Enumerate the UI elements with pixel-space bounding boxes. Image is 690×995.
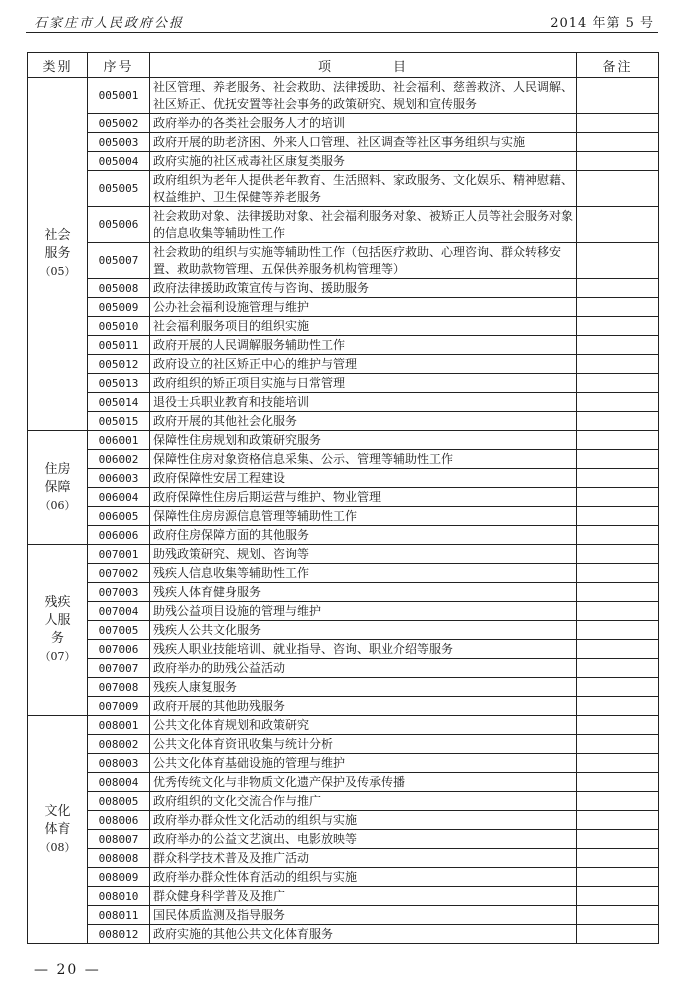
table-row [28,678,659,697]
table-row [28,811,659,830]
item-description: 群众健身科学普及及推广 [150,887,577,906]
item-code: 008008 [88,849,150,868]
item-code: 008003 [88,754,150,773]
table-row [28,469,659,488]
table-row [28,735,659,754]
item-description: 保障性住房房源信息管理等辅助性工作 [150,507,577,526]
item-note [577,621,659,640]
item-code: 006006 [88,526,150,545]
item-note [577,279,659,298]
item-code: 008004 [88,773,150,792]
item-note [577,849,659,868]
item-code: 008007 [88,830,150,849]
category-cell [28,716,88,944]
item-note [577,830,659,849]
item-description: 保障性住房规划和政策研究服务 [150,431,577,450]
item-description: 政府保障性住房后期运营与维护、物业管理 [150,488,577,507]
item-note [577,152,659,171]
item-code: 007008 [88,678,150,697]
item-note [577,207,659,243]
item-code: 008012 [88,925,150,944]
item-note [577,374,659,393]
item-code: 007001 [88,545,150,564]
item-note [577,545,659,564]
item-code: 006004 [88,488,150,507]
category-code: （05） [39,265,76,278]
table-row [28,488,659,507]
item-description: 社会救助对象、法律援助对象、社会福利服务对象、被矫正人员等社会服务对象的信息收集等辅助性工作 [150,207,577,243]
table-row [28,716,659,735]
item-description: 残疾人信息收集等辅助性工作 [150,564,577,583]
item-code: 007009 [88,697,150,716]
item-description: 政府开展的其他助残服务 [150,697,577,716]
item-note [577,659,659,678]
item-note [577,583,659,602]
item-code: 008011 [88,906,150,925]
category-cell [28,545,88,716]
item-code: 005002 [88,114,150,133]
item-note [577,336,659,355]
item-code: 005013 [88,374,150,393]
item-note [577,317,659,336]
item-code: 007002 [88,564,150,583]
item-note [577,507,659,526]
category-code: （08） [39,840,76,854]
page-number: — 20 — [34,962,101,978]
item-description: 政府实施的其他公共文化体育服务 [150,925,577,944]
item-code: 005015 [88,412,150,431]
table-row [28,526,659,545]
item-note [577,393,659,412]
category-name: 住房保障 [44,461,71,495]
item-description: 政府举办群众性文化活动的组织与实施 [150,811,577,830]
item-note [577,716,659,735]
item-description: 社会救助的组织与实施等辅助性工作（包括医疗救助、心理咨询、群众转移安置、救助款物管理、五保供养服务机构管理等） [150,243,577,279]
item-description: 优秀传统文化与非物质文化遗产保护及传承传播 [150,773,577,792]
item-code: 008006 [88,811,150,830]
item-code: 007003 [88,583,150,602]
item-description: 政府保障性安居工程建设 [150,469,577,488]
header-note: 备注 [577,53,659,78]
item-code: 006003 [88,469,150,488]
table-row [28,450,659,469]
table-row [28,114,659,133]
item-description: 政府组织为老年人提供老年教育、生活照料、家政服务、文化娱乐、精神慰藉、权益维护、卫生保健等养老服务 [150,171,577,207]
item-note [577,488,659,507]
service-catalog-table [27,52,659,944]
item-code: 006005 [88,507,150,526]
item-code: 005001 [88,78,150,114]
item-description: 政府举办的助残公益活动 [150,659,577,678]
item-code: 008005 [88,792,150,811]
item-note [577,78,659,114]
item-description: 政府实施的社区戒毒社区康复类服务 [150,152,577,171]
item-note [577,355,659,374]
table-row [28,697,659,716]
table-row [28,243,659,279]
table-row [28,659,659,678]
item-description: 政府开展的人民调解服务辅助性工作 [150,336,577,355]
table-row [28,887,659,906]
item-code: 005004 [88,152,150,171]
item-description: 政府举办的公益文艺演出、电影放映等 [150,830,577,849]
item-code: 005014 [88,393,150,412]
item-note [577,887,659,906]
item-note [577,114,659,133]
table-row [28,207,659,243]
item-note [577,469,659,488]
item-note [577,678,659,697]
item-note [577,431,659,450]
item-description: 群众科学技术普及及推广活动 [150,849,577,868]
item-code: 008001 [88,716,150,735]
item-note [577,773,659,792]
item-description: 政府住房保障方面的其他服务 [150,526,577,545]
item-description: 政府法律援助政策宣传与咨询、援助服务 [150,279,577,298]
category-code: （07） [39,650,76,663]
table-row [28,298,659,317]
table-row [28,545,659,564]
table-row [28,621,659,640]
table-row [28,906,659,925]
table-row [28,374,659,393]
item-description: 公共文化体育规划和政策研究 [150,716,577,735]
item-description: 公共文化体育资讯收集与统计分析 [150,735,577,754]
item-description: 保障性住房对象资格信息采集、公示、管理等辅助性工作 [150,450,577,469]
category-cell [28,78,88,431]
issue-number: 2014 年第 5 号 [550,16,654,31]
category-name: 残疾人服务 [44,595,71,646]
item-note [577,526,659,545]
item-description: 政府举办群众性体育活动的组织与实施 [150,868,577,887]
item-note [577,792,659,811]
item-note [577,412,659,431]
item-code: 005009 [88,298,150,317]
table-row [28,152,659,171]
item-note [577,243,659,279]
table-row [28,640,659,659]
item-note [577,811,659,830]
table-row [28,868,659,887]
item-note [577,925,659,944]
item-description: 助残公益项目设施的管理与维护 [150,602,577,621]
table-row [28,602,659,621]
table-row [28,355,659,374]
item-code: 005010 [88,317,150,336]
item-code: 005003 [88,133,150,152]
category-cell [28,431,88,545]
item-description: 社会福利服务项目的组织实施 [150,317,577,336]
item-code: 005007 [88,243,150,279]
item-description: 残疾人体育健身服务 [150,583,577,602]
header-item: 项 目 [150,53,577,78]
page-header [26,10,658,33]
item-code: 005006 [88,207,150,243]
item-code: 007005 [88,621,150,640]
item-code: 008002 [88,735,150,754]
table-row [28,279,659,298]
table-row [28,773,659,792]
item-description: 政府组织的文化交流合作与推广 [150,792,577,811]
item-description: 残疾人公共文化服务 [150,621,577,640]
item-code: 005011 [88,336,150,355]
table-row [28,830,659,849]
item-note [577,298,659,317]
item-note [577,133,659,152]
item-note [577,754,659,773]
table-row [28,431,659,450]
table-row [28,393,659,412]
item-note [577,735,659,754]
table-row [28,133,659,152]
item-code: 007007 [88,659,150,678]
item-note [577,640,659,659]
item-note [577,697,659,716]
table-row [28,171,659,207]
publication-title: 石家庄市人民政府公报 [34,16,185,31]
category-name: 文化体育 [44,803,71,837]
category-code: （06） [39,498,76,512]
table-row [28,754,659,773]
item-description: 政府开展的助老济困、外来人口管理、社区调查等社区事务组织与实施 [150,133,577,152]
item-code: 006002 [88,450,150,469]
item-code: 005008 [88,279,150,298]
item-description: 政府组织的矫正项目实施与日常管理 [150,374,577,393]
item-code: 007006 [88,640,150,659]
item-code: 008010 [88,887,150,906]
header-code: 序号 [88,53,150,78]
table-row [28,317,659,336]
item-description: 退役士兵职业教育和技能培训 [150,393,577,412]
item-description: 社区管理、养老服务、社会救助、法律援助、社会福利、慈善救济、人民调解、社区矫正、优抚安置等社会事务的政策研究、规划和宣传服务 [150,78,577,114]
item-description: 国民体质监测及指导服务 [150,906,577,925]
item-description: 残疾人职业技能培训、就业指导、咨询、职业介绍等服务 [150,640,577,659]
item-code: 008009 [88,868,150,887]
item-note [577,564,659,583]
header-category: 类别 [28,53,88,78]
table-body [28,78,659,944]
item-note [577,906,659,925]
item-description: 公办社会福利设施管理与维护 [150,298,577,317]
table-header-row [28,53,659,78]
table-row [28,412,659,431]
table-row [28,849,659,868]
item-code: 007004 [88,602,150,621]
table-row [28,507,659,526]
item-note [577,171,659,207]
item-note [577,868,659,887]
table-row [28,336,659,355]
item-description: 助残政策研究、规划、咨询等 [150,545,577,564]
table-row [28,792,659,811]
item-note [577,450,659,469]
item-description: 残疾人康复服务 [150,678,577,697]
item-description: 政府开展的其他社会化服务 [150,412,577,431]
item-note [577,602,659,621]
table-row [28,925,659,944]
item-description: 政府设立的社区矫正中心的维护与管理 [150,355,577,374]
item-code: 005012 [88,355,150,374]
category-name: 社会服务 [44,228,71,261]
item-code: 006001 [88,431,150,450]
item-code: 005005 [88,171,150,207]
item-description: 政府举办的各类社会服务人才的培训 [150,114,577,133]
item-description: 公共文化体育基础设施的管理与维护 [150,754,577,773]
table-row [28,583,659,602]
table-row [28,564,659,583]
table-row [28,78,659,114]
